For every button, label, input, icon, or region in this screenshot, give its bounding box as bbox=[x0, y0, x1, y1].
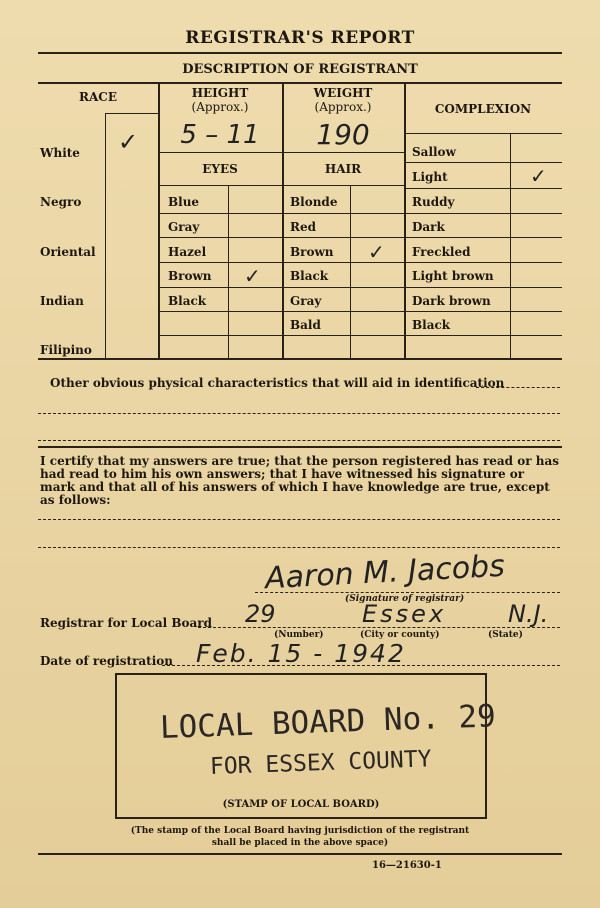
hair-option-brown: Brown bbox=[290, 245, 334, 259]
race-option-oriental: Oriental bbox=[40, 245, 96, 259]
race-option-indian: Indian bbox=[40, 294, 84, 308]
form-number: 16—21630-1 bbox=[372, 860, 442, 871]
complexion-sub-rule bbox=[404, 133, 562, 134]
complexion-check-mark: ✓ bbox=[530, 164, 547, 188]
title-rule bbox=[38, 52, 562, 54]
description-subtitle: DESCRIPTION OF REGISTRANT bbox=[182, 62, 418, 77]
race-divider bbox=[105, 113, 106, 358]
footer-note-2: shall be placed in the above space) bbox=[211, 838, 389, 848]
state-caption: (State) bbox=[488, 630, 523, 640]
section-rule bbox=[38, 446, 562, 448]
complexion-option-ruddy: Ruddy bbox=[412, 195, 455, 209]
height-value: 5 – 11 bbox=[180, 120, 260, 150]
weight-approx: (Approx.) bbox=[314, 100, 372, 114]
complexion-option-sallow: Sallow bbox=[412, 145, 456, 159]
eyes-option-hazel: Hazel bbox=[168, 245, 207, 259]
local-board-state: N.J. bbox=[508, 600, 549, 628]
race-option-white: White bbox=[40, 146, 80, 160]
eyes-hair-rule bbox=[158, 185, 404, 186]
hair-option-red: Red bbox=[290, 220, 316, 234]
race-heading: RACE bbox=[79, 90, 117, 104]
hair-option-black: Black bbox=[290, 269, 329, 283]
blank-line bbox=[38, 547, 560, 548]
registration-date-value: Feb. 15 - 1942 bbox=[196, 639, 406, 668]
blank-line bbox=[476, 387, 560, 388]
registration-date-label: Date of registration bbox=[40, 654, 174, 668]
table-bottom-rule bbox=[38, 358, 562, 360]
registrar-signature: Aaron M. Jacobs bbox=[264, 548, 506, 597]
number-caption: (Number) bbox=[274, 630, 324, 640]
eyes-check-mark: ✓ bbox=[244, 264, 261, 288]
city-caption: (City or county) bbox=[360, 630, 440, 640]
local-board-label: Registrar for Local Board bbox=[40, 616, 213, 630]
row-rule bbox=[158, 237, 562, 238]
row-rule bbox=[158, 287, 562, 288]
hair-heading: HAIR bbox=[324, 162, 362, 176]
certification-text: I certify that my answers are true; that the person registered has read or has had read to him his own answers; that I have witnessed his signature or mark and that all of his answers of which I have knowledge are true, except as follows: bbox=[40, 454, 560, 507]
complexion-option-light-brown: Light brown bbox=[412, 269, 494, 283]
table-top-rule bbox=[38, 82, 562, 84]
row-rule bbox=[404, 188, 562, 189]
blank-line bbox=[38, 519, 560, 520]
race-check-mark: ✓ bbox=[118, 128, 139, 156]
race-option-negro: Negro bbox=[40, 195, 82, 209]
row-rule bbox=[158, 213, 562, 214]
complexion-option-black: Black bbox=[412, 318, 451, 332]
stamp-line-1: LOCAL BOARD No. 29 bbox=[159, 698, 497, 746]
weight-value: 190 bbox=[316, 118, 370, 151]
eyes-option-gray: Gray bbox=[168, 220, 200, 234]
hair-option-bald: Bald bbox=[290, 318, 321, 332]
weight-heading: WEIGHT bbox=[313, 86, 373, 100]
report-title: REGISTRAR'S REPORT bbox=[185, 28, 415, 48]
hair-option-blonde: Blonde bbox=[290, 195, 338, 209]
row-rule bbox=[158, 335, 562, 336]
hair-check-divider bbox=[350, 185, 351, 358]
complexion-check-divider bbox=[510, 133, 511, 358]
footer-rule bbox=[38, 853, 562, 855]
complexion-option-light: Light bbox=[412, 170, 448, 184]
height-approx: (Approx.) bbox=[191, 100, 249, 114]
row-rule bbox=[158, 262, 562, 263]
stamp-line-2: FOR ESSEX COUNTY bbox=[209, 746, 432, 780]
stamp-caption: (STAMP OF LOCAL BOARD) bbox=[222, 799, 380, 810]
eyes-option-black: Black bbox=[168, 294, 207, 308]
eyes-check-divider bbox=[228, 185, 229, 358]
blank-line bbox=[38, 413, 560, 414]
eyes-heading: EYES bbox=[202, 162, 238, 176]
row-rule bbox=[158, 311, 562, 312]
complexion-heading: COMPLEXION bbox=[434, 102, 532, 116]
row-rule bbox=[404, 162, 562, 163]
race-sub-rule bbox=[105, 113, 158, 114]
complexion-option-dark-brown: Dark brown bbox=[412, 294, 491, 308]
blank-line bbox=[38, 440, 560, 441]
race-option-filipino: Filipino bbox=[40, 343, 92, 357]
signature-line bbox=[255, 592, 560, 593]
col-divider bbox=[404, 83, 406, 358]
other-characteristics-label: Other obvious physical characteristics that will aid in identification bbox=[50, 376, 505, 390]
hair-check-mark: ✓ bbox=[368, 240, 385, 264]
complexion-option-dark: Dark bbox=[412, 220, 445, 234]
local-board-number: 29 bbox=[245, 600, 276, 628]
signature-caption: (Signature of registrar) bbox=[345, 594, 465, 604]
local-board-city: Essex bbox=[362, 600, 447, 628]
footer-note-1: (The stamp of the Local Board having jurisdiction of the registrant bbox=[130, 826, 470, 836]
hair-option-gray: Gray bbox=[290, 294, 322, 308]
height-heading: HEIGHT bbox=[191, 86, 249, 100]
eyes-option-brown: Brown bbox=[168, 269, 212, 283]
complexion-option-freckled: Freckled bbox=[412, 245, 471, 259]
hw-rule bbox=[158, 152, 404, 153]
eyes-option-blue: Blue bbox=[168, 195, 200, 209]
